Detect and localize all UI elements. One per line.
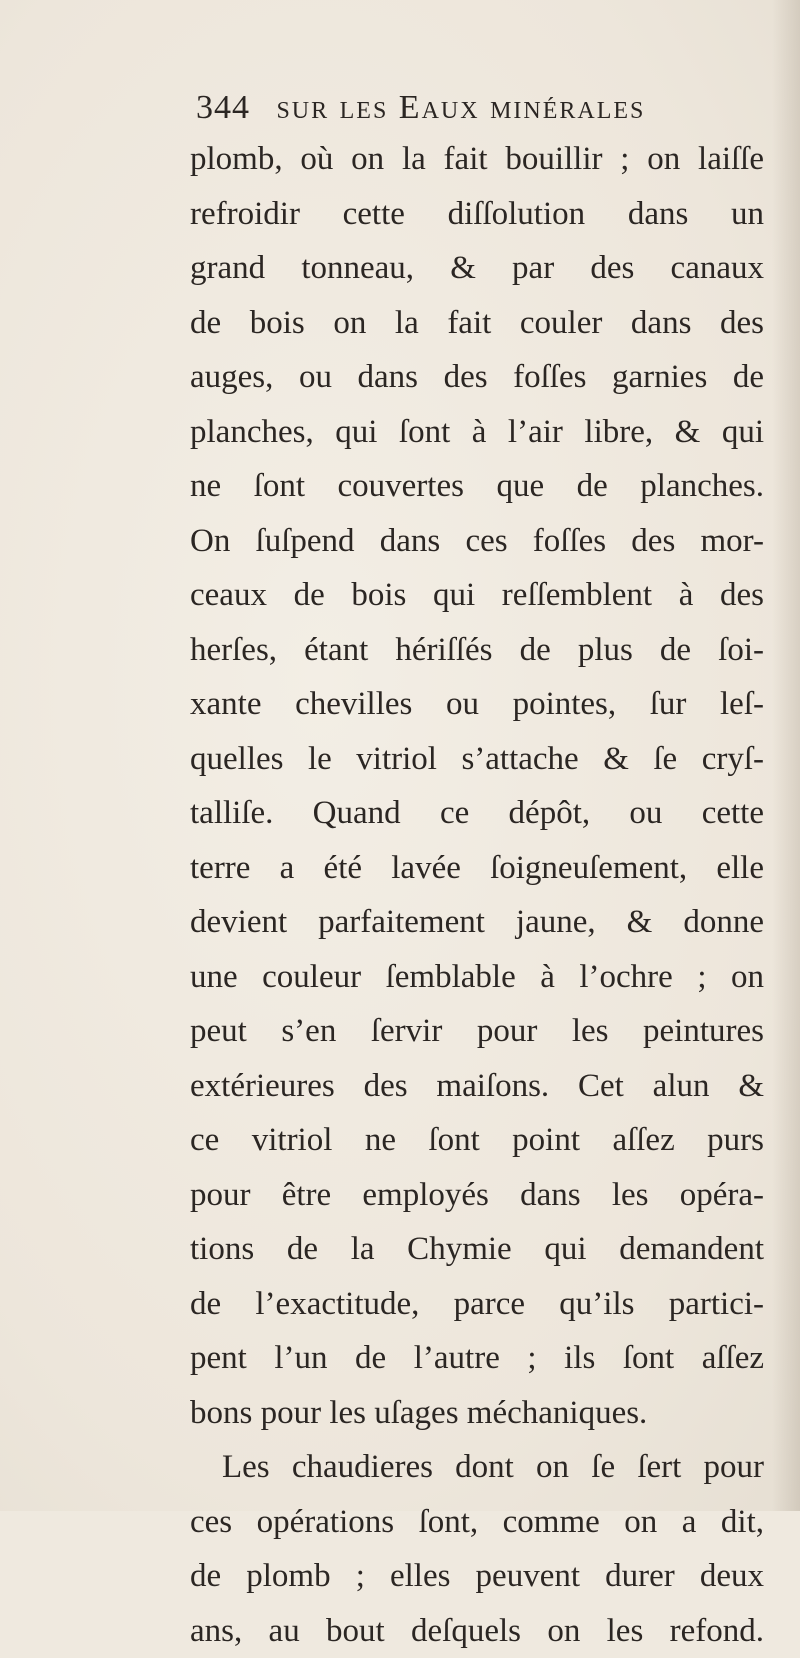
text-line: terre a été lavée ſoigneuſement, elle <box>190 841 764 896</box>
text-line: xante chevilles ou pointes, ſur leſ- <box>190 677 764 732</box>
page-number: 344 <box>196 89 250 126</box>
text-line: herſes, étant hériſſés de plus de ſoi- <box>190 623 764 678</box>
text-line: ne ſont couvertes que de planches. <box>190 459 764 514</box>
text-line: On ſuſpend dans ces foſſes des mor- <box>190 514 764 569</box>
text-line: pent l’un de l’autre ; ils ſont aſſez <box>190 1331 764 1386</box>
text-line: quelles le vitriol s’attache & ſe cryſ- <box>190 732 764 787</box>
text-line: ceaux de bois qui reſſemblent à des <box>190 568 764 623</box>
text-line: auges, ou dans des foſſes garnies de <box>190 350 764 405</box>
text-line: extérieures des maiſons. Cet alun & <box>190 1059 764 1114</box>
text-line: bons pour les uſages méchaniques. <box>190 1386 764 1441</box>
running-header <box>196 86 756 136</box>
text-line: une couleur ſemblable à l’ochre ; on <box>190 950 764 1005</box>
text-line: ans, au bout deſquels on les refond. <box>190 1604 764 1658</box>
text-line: grand tonneau, & par des canaux <box>190 241 764 296</box>
text-line: planches, qui ſont à l’air libre, & qui <box>190 405 764 460</box>
text-line: refroidir cette diſſolution dans un <box>190 187 764 242</box>
text-line: ce vitriol ne ſont point aſſez purs <box>190 1113 764 1168</box>
text-line: peut s’en ſervir pour les peintures <box>190 1004 764 1059</box>
text-line-paragraph-start: Les chaudieres dont on ſe ſert pour <box>190 1440 764 1495</box>
body-text <box>190 132 764 1658</box>
text-line: pour être employés dans les opéra- <box>190 1168 764 1223</box>
running-title: sur les Eaux minérales <box>276 89 645 126</box>
text-line: de l’exactitude, parce qu’ils partici- <box>190 1277 764 1332</box>
text-line: ces opérations ſont, comme on a dit, <box>190 1495 764 1550</box>
text-line: de plomb ; elles peuvent durer deux <box>190 1549 764 1604</box>
text-line: devient parfaitement jaune, & donne <box>190 895 764 950</box>
text-line: talliſe. Quand ce dépôt, ou cette <box>190 786 764 841</box>
text-line: plomb, où on la fait bouillir ; on laiſſe <box>190 132 764 187</box>
text-line: tions de la Chymie qui demandent <box>190 1222 764 1277</box>
text-line: de bois on la fait couler dans des <box>190 296 764 351</box>
